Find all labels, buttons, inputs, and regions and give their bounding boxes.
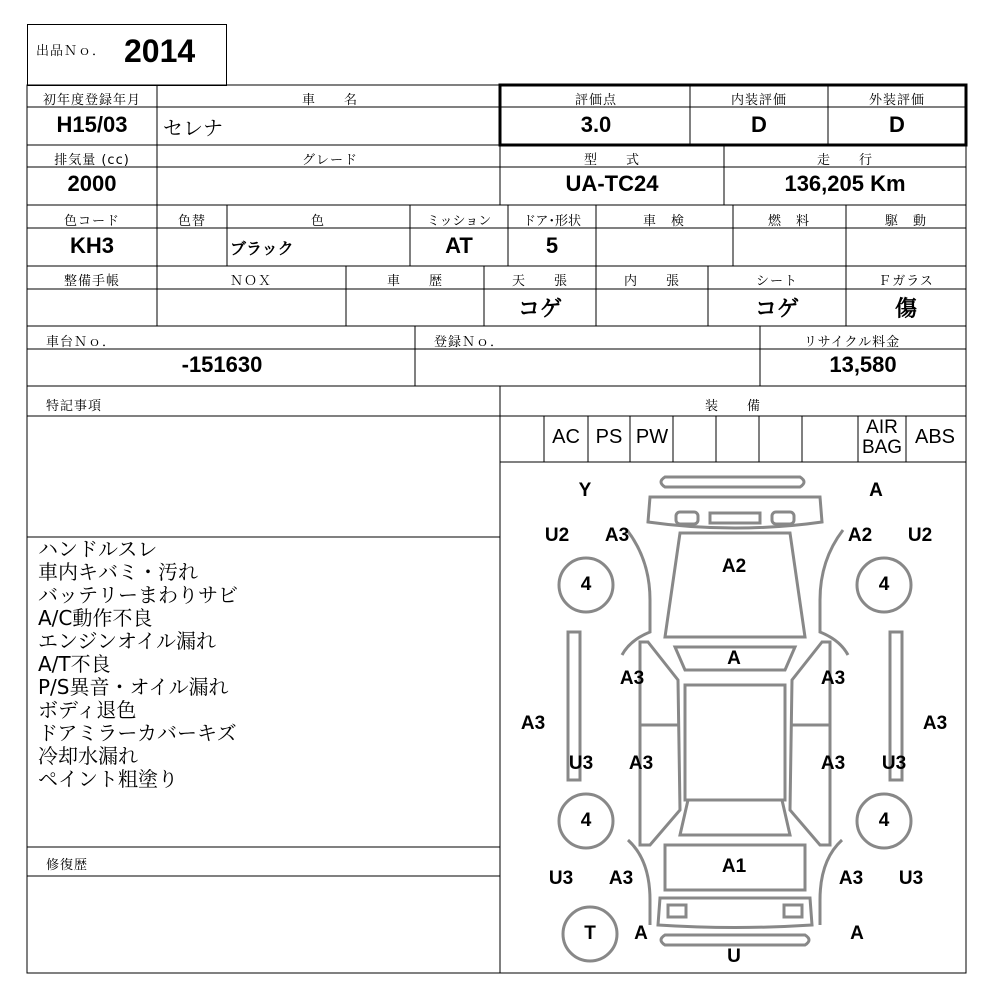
damage-rear-bumper-right: A <box>850 923 864 944</box>
lot-label: 出品Ｎｏ． <box>36 44 107 59</box>
seat-label: シート <box>755 274 799 289</box>
damage-roof-front: A <box>727 648 741 669</box>
equipment-label: 装 備 <box>704 399 762 414</box>
note-item: エンジンオイル漏れ <box>38 629 216 653</box>
lot-number: 2014 <box>124 33 196 69</box>
note-item: 車内キバミ・汚れ <box>38 560 198 584</box>
mileage-value: 136,205 Km <box>784 171 906 196</box>
damage-left-rear-a3: A3 <box>628 753 654 774</box>
door-shape-label: ドア･形状 <box>522 214 582 229</box>
car-name-label: 車 名 <box>301 93 359 108</box>
interior-value: D <box>751 112 767 137</box>
score-value: 3.0 <box>580 112 612 137</box>
equipment-ps: PS <box>595 426 623 448</box>
damage-left-side: A3 <box>520 713 546 734</box>
exterior-value: D <box>889 112 905 137</box>
service-book-label: 整備手帳 <box>63 274 121 289</box>
damage-rear-hatch: A1 <box>721 856 747 877</box>
note-item: バッテリーまわりサビ <box>38 583 238 607</box>
damage-right-rear-u3: U3 <box>881 753 907 774</box>
first-registration-label: 初年度登録年月 <box>42 93 142 108</box>
seat-value: コゲ <box>754 297 800 322</box>
history-label: 車 歴 <box>386 274 444 289</box>
score-label: 評価点 <box>574 93 618 108</box>
damage-front-left-u2: U2 <box>544 525 570 546</box>
damage-front-left-a3: A3 <box>604 525 630 546</box>
drive-label: 駆 動 <box>884 214 928 229</box>
damage-bottom: U <box>727 946 741 967</box>
exterior-label: 外装評価 <box>868 93 926 108</box>
damage-rear-right-u3: U3 <box>898 868 924 889</box>
door-shape-value: 5 <box>545 233 559 258</box>
tire-front-left: 4 <box>580 574 592 595</box>
model-label: 型 式 <box>583 153 641 168</box>
damage-rear-left-a3: A3 <box>608 868 634 889</box>
transmission-label: ミッション <box>426 214 492 229</box>
car-name-value: セレナ <box>163 116 223 140</box>
note-item: 冷却水漏れ <box>38 744 138 768</box>
model-value: UA-TC24 <box>565 171 659 196</box>
damage-right-side: A3 <box>922 713 948 734</box>
ceiling-value: コゲ <box>517 297 563 322</box>
damage-rear-right-a3: A3 <box>838 868 864 889</box>
damage-right-rear-a3: A3 <box>820 753 846 774</box>
fuel-label: 燃 料 <box>767 214 811 229</box>
notes-list <box>38 538 238 791</box>
chassis-no-value: -151630 <box>181 352 263 377</box>
f-glass-label: Ｆガラス <box>878 274 934 289</box>
damage-front-left-corner: Y <box>578 480 592 501</box>
displacement-label: 排気量 (cc) <box>54 153 130 168</box>
spare-tire: T <box>584 923 596 944</box>
damage-front-right-corner: A <box>869 480 883 501</box>
nox-label: ＮＯＸ <box>229 274 273 289</box>
color-code-value: KH3 <box>69 233 115 258</box>
damage-left-rear-u3: U3 <box>568 753 594 774</box>
transmission-value: AT <box>445 233 473 258</box>
equipment-airbag-line2: BAG <box>861 437 903 458</box>
first-registration-value: H15/03 <box>56 112 128 137</box>
equipment-ac: AC <box>552 426 580 448</box>
note-item: A/T不良 <box>38 652 111 676</box>
note-item: ペイント粗塗り <box>38 767 178 791</box>
chassis-no-label: 車台Ｎｏ． <box>46 335 117 350</box>
damage-hood: A2 <box>721 556 747 577</box>
color-change-label: 色替 <box>177 214 207 229</box>
note-item: P/S異音・オイル漏れ <box>38 675 229 699</box>
interior-label: 内装評価 <box>730 93 788 108</box>
note-item: ハンドルスレ <box>38 537 158 561</box>
damage-rear-bumper-left: A <box>634 923 648 944</box>
equipment-pw: PW <box>635 426 669 448</box>
note-item: ドアミラーカバーキズ <box>38 721 237 745</box>
damage-front-right-door: A3 <box>820 668 846 689</box>
recycle-fee-value: 13,580 <box>829 352 897 377</box>
tire-rear-right: 4 <box>878 810 890 831</box>
note-item: A/C動作不良 <box>38 606 153 630</box>
ceiling-label: 天 張 <box>511 274 569 289</box>
damage-front-left-door: A3 <box>619 668 645 689</box>
tires <box>559 558 911 961</box>
grade-label: グレード <box>301 153 359 168</box>
damage-front-right-a2: A2 <box>847 525 873 546</box>
color-label: 色 <box>310 214 326 229</box>
color-value: ブラック <box>230 239 294 258</box>
inspection-label: 車 検 <box>642 214 686 229</box>
mileage-label: 走 行 <box>816 153 874 168</box>
displacement-value: 2000 <box>67 171 117 196</box>
recycle-fee-label: リサイクル料金 <box>803 335 901 350</box>
equipment-airbag-line1: AIR <box>866 417 898 438</box>
notes-label: 特記事項 <box>46 399 103 414</box>
color-code-label: 色コード <box>63 214 121 229</box>
f-glass-value: 傷 <box>894 297 918 322</box>
tire-rear-left: 4 <box>580 810 592 831</box>
reg-no-label: 登録Ｎｏ． <box>434 335 505 350</box>
tire-front-right: 4 <box>878 574 890 595</box>
damage-front-right-u2: U2 <box>907 525 933 546</box>
note-item: ボディ退色 <box>38 698 137 722</box>
damage-rear-left-u3: U3 <box>548 868 574 889</box>
repair-history-label: 修復歴 <box>46 858 89 873</box>
equipment-abs: ABS <box>914 426 956 448</box>
inner-lining-label: 内 張 <box>623 274 681 289</box>
